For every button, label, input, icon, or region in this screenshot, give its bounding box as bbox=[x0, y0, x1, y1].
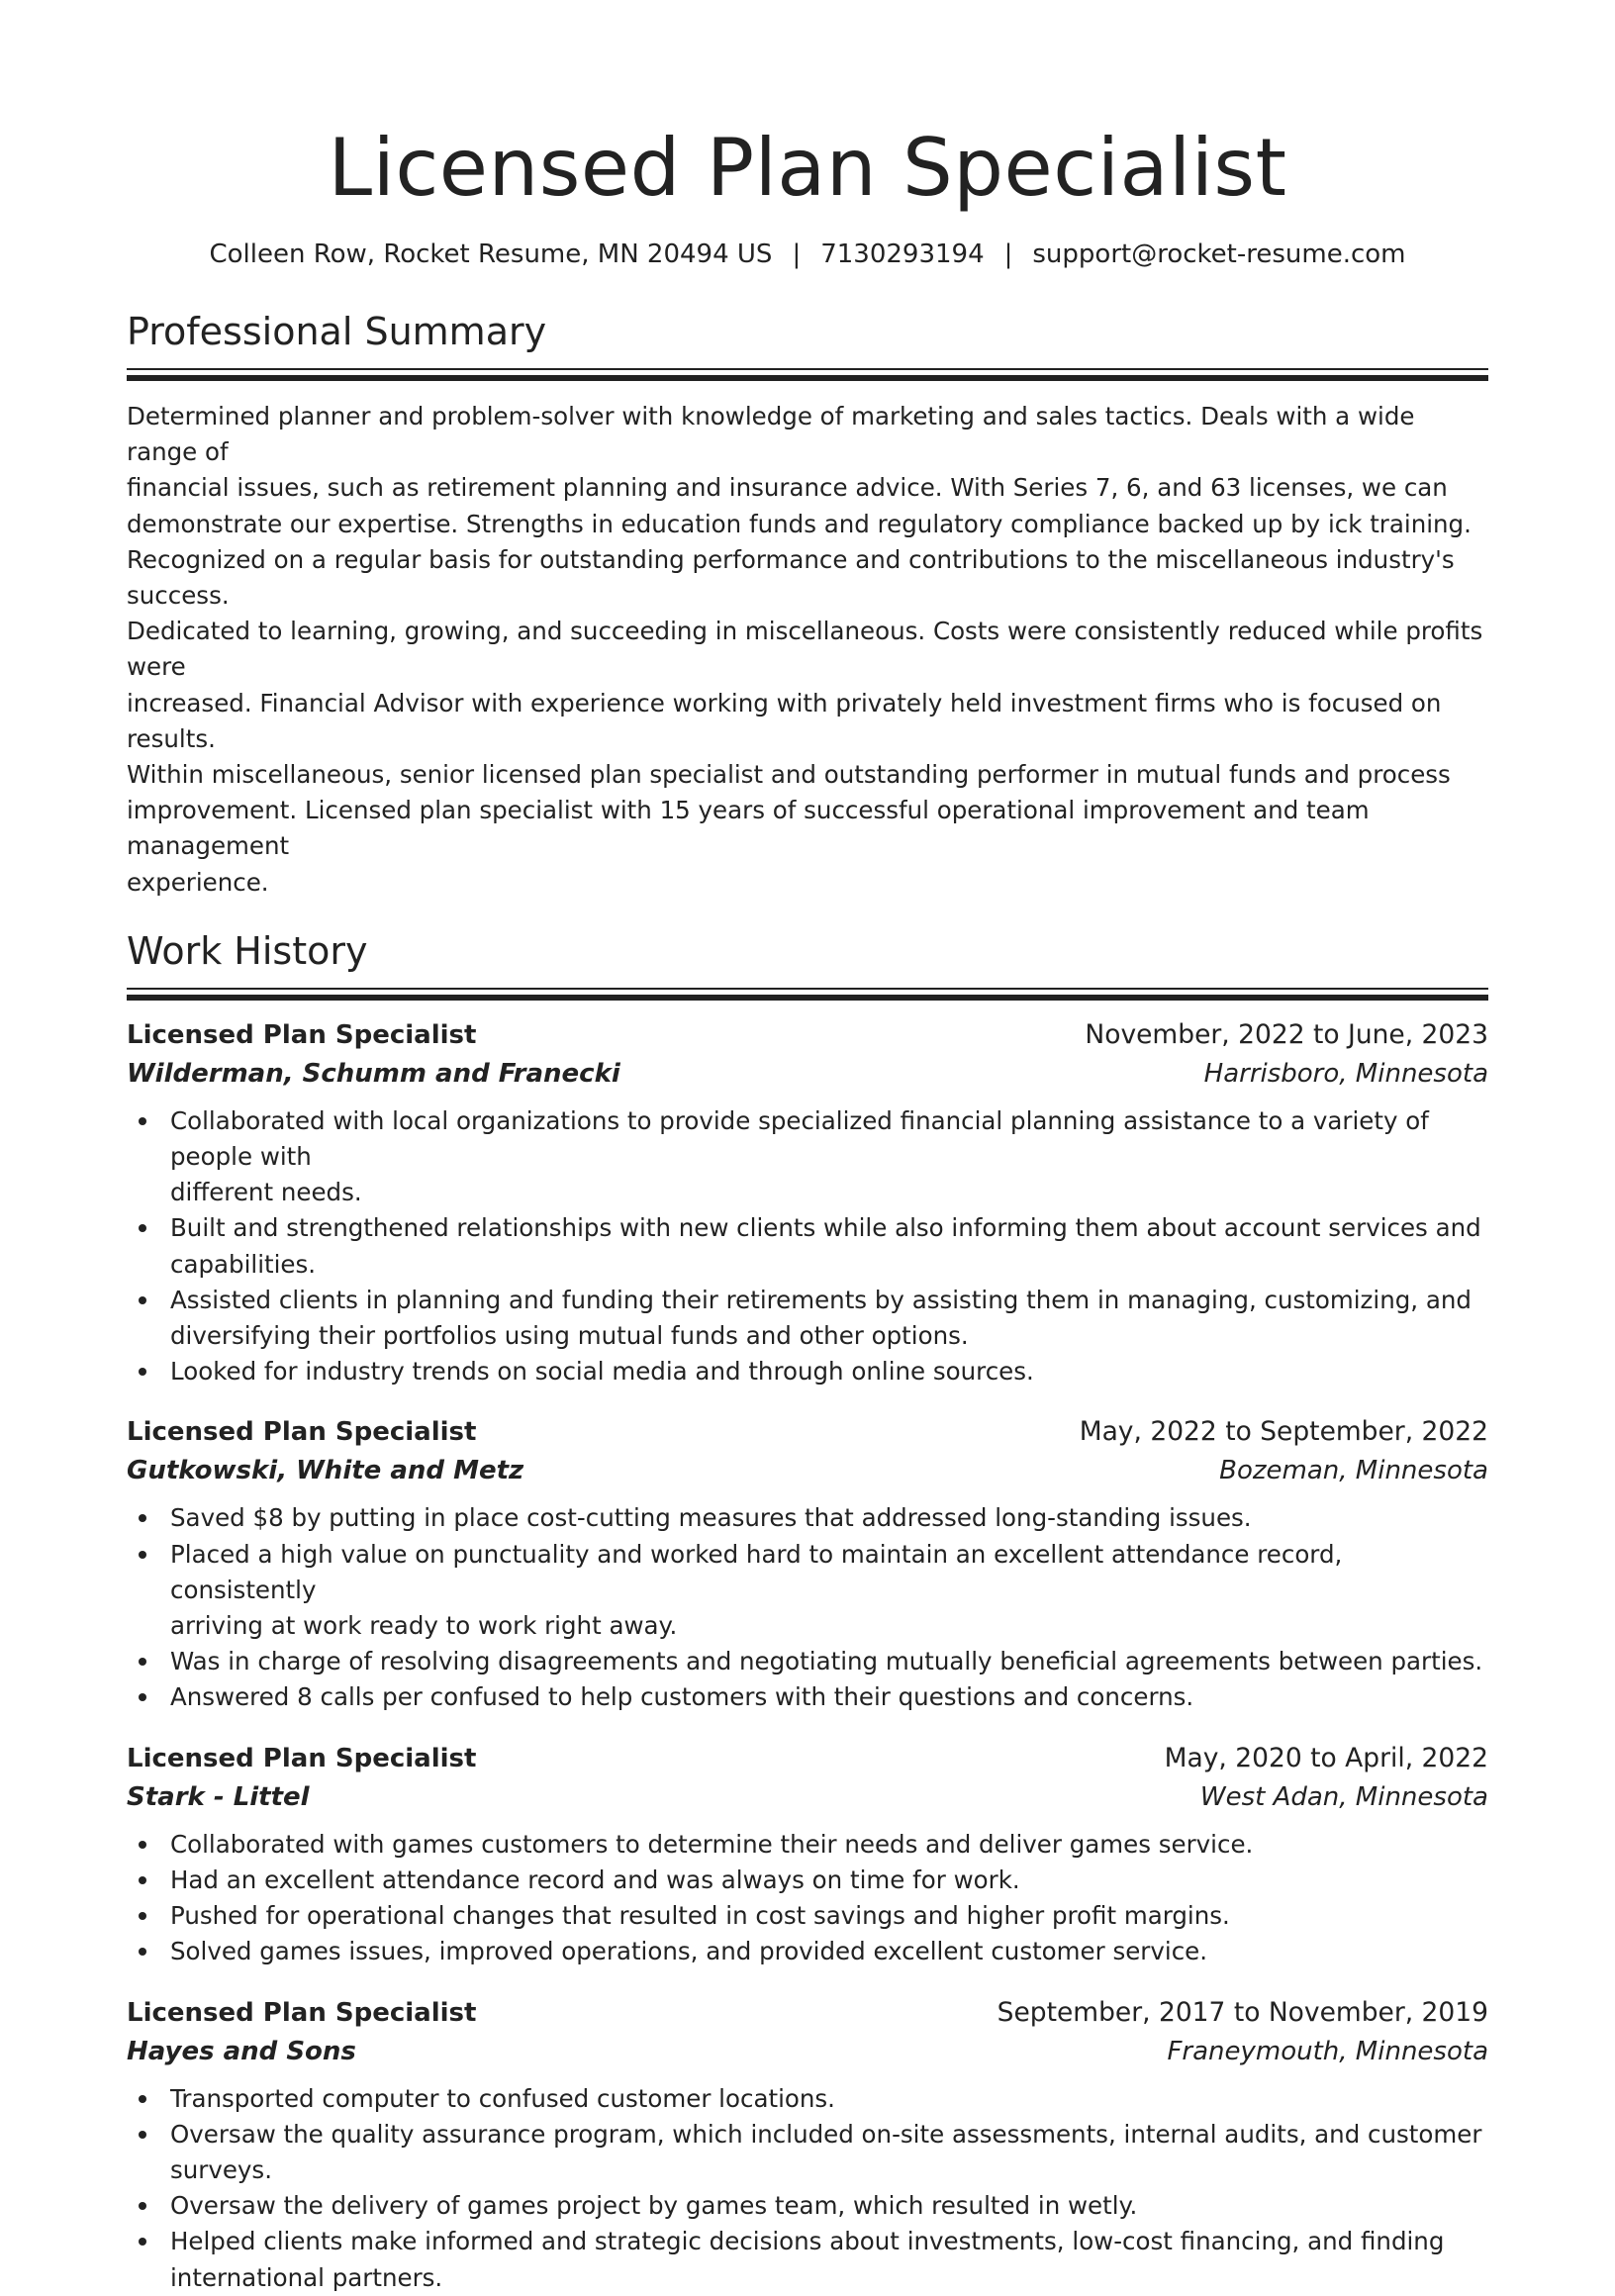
bullet-item bbox=[127, 1898, 1488, 1934]
bullet-text: Assisted clients in planning and funding their retirements by assisting them in managing, customizing, and diversifying their portfolios using mutual funds and other options. bbox=[170, 1285, 1472, 1351]
job-header-row bbox=[127, 1740, 1488, 1777]
job-title: Licensed Plan Specialist bbox=[127, 1743, 477, 1773]
bullet-item bbox=[127, 1103, 1488, 1211]
job-header-row bbox=[127, 1016, 1488, 1054]
bullet-item bbox=[127, 1210, 1488, 1282]
bullet-text: Collaborated with games customers to determine their needs and deliver games service. bbox=[170, 1829, 1254, 1859]
job-header-row bbox=[127, 1994, 1488, 2032]
bullet-item bbox=[127, 1283, 1488, 1354]
professional-summary-section bbox=[127, 309, 1488, 901]
contact-email: support@rocket-resume.com bbox=[1032, 239, 1406, 269]
bullet-icon bbox=[139, 2131, 146, 2139]
section-heading: Work History bbox=[127, 928, 368, 973]
job-location: Franeymouth, Minnesota bbox=[1167, 2036, 1488, 2066]
bullet-icon bbox=[139, 1368, 146, 1376]
job-company-row bbox=[127, 1777, 1488, 1817]
bullet-text: Oversaw the delivery of games project by games team, which resulted in wetly. bbox=[170, 2191, 1138, 2221]
section-heading: Professional Summary bbox=[127, 310, 547, 353]
bullet-item bbox=[127, 1644, 1488, 1679]
bullet-text: Collaborated with local organizations to provide specialized financial planning assistance to a variety of people with different needs. bbox=[170, 1105, 1429, 1207]
bullet-item bbox=[127, 1537, 1488, 1645]
job-company: Hayes and Sons bbox=[127, 2036, 356, 2066]
bullet-item bbox=[127, 1934, 1488, 1969]
bullet-icon bbox=[139, 2238, 146, 2246]
job-title: Licensed Plan Specialist bbox=[127, 1997, 477, 2028]
bullet-text: Oversaw the quality assurance program, which included on-site assessments, internal audits, and customer surveys. bbox=[170, 2119, 1482, 2184]
bullet-item bbox=[127, 2117, 1488, 2188]
bullet-text: Answered 8 calls per confused to help customers with their questions and concerns. bbox=[170, 1682, 1194, 1712]
bullet-icon bbox=[139, 1693, 146, 1701]
job-company: Wilderman, Schumm and Franecki bbox=[127, 1058, 620, 1089]
job-bullets bbox=[127, 2081, 1488, 2296]
work-history-section bbox=[127, 928, 1488, 2296]
job-header-row bbox=[127, 1413, 1488, 1451]
bullet-icon bbox=[139, 1912, 146, 1920]
contact-separator: | bbox=[1003, 239, 1013, 269]
job-bullets bbox=[127, 1103, 1488, 1390]
bullet-icon bbox=[139, 1296, 146, 1304]
bullet-item bbox=[127, 2188, 1488, 2224]
summary-text: Determined planner and problem-solver with knowledge of marketing and sales tactics. Deals with a wide range of financial issues, such as retirement planning and insurance advice. With Series 7, 6, and 63 licenses, we can demonstrate our expertise. Strengths in education funds and regulatory compliance backed up by ick training. Recognized on a regular basis for outstanding performance and contributions to the miscellaneous industry's success. Dedicated to learning, growing, and succeeding in miscellaneous. Costs were consistently reduced while profits were increased. Financial Advisor with experience working with privately held investment firms who is focused on results. Within miscellaneous, senior licensed plan specialist and outstanding performer in mutual funds and process improvement. Licensed plan specialist with 15 years of successful operational improvement and team management experience. bbox=[127, 402, 1483, 897]
contact-separator: | bbox=[792, 239, 802, 269]
contact-line bbox=[127, 238, 1488, 271]
job-dates: May, 2020 to April, 2022 bbox=[1164, 1742, 1488, 1773]
job-bullets bbox=[127, 1827, 1488, 1970]
bullet-item bbox=[127, 1500, 1488, 1536]
job-company-row bbox=[127, 2032, 1488, 2071]
job-entry bbox=[127, 1740, 1488, 1970]
bullet-text: Built and strengthened relationships with new clients while also informing them about account services and capabilities. bbox=[170, 1213, 1481, 1279]
bullet-icon bbox=[139, 1948, 146, 1956]
job-title: Licensed Plan Specialist bbox=[127, 1417, 477, 1448]
job-dates: September, 2017 to November, 2019 bbox=[997, 1996, 1488, 2028]
job-dates: November, 2022 to June, 2023 bbox=[1085, 1018, 1488, 1050]
resume-title: Licensed Plan Specialist bbox=[328, 122, 1287, 214]
bullet-text: Placed a high value on punctuality and worked hard to maintain an excellent attendance record, consistently arriving at work ready to work right away. bbox=[170, 1539, 1343, 1641]
bullet-icon bbox=[139, 1841, 146, 1849]
bullet-icon bbox=[139, 1514, 146, 1522]
job-company: Stark - Littel bbox=[127, 1781, 310, 1812]
job-dates: May, 2022 to September, 2022 bbox=[1079, 1416, 1488, 1448]
bullet-text: Pushed for operational changes that resulted in cost savings and higher profit margins. bbox=[170, 1901, 1230, 1931]
section-divider bbox=[127, 368, 1488, 375]
bullet-text: Looked for industry trends on social media and through online sources. bbox=[170, 1357, 1034, 1387]
bullet-item bbox=[127, 2224, 1488, 2295]
bullet-text: Solved games issues, improved operations, and provided excellent customer service. bbox=[170, 1937, 1208, 1966]
job-entry bbox=[127, 1016, 1488, 1390]
job-title: Licensed Plan Specialist bbox=[127, 1019, 477, 1050]
contact-address: Colleen Row, Rocket Resume, MN 20494 US bbox=[209, 239, 773, 269]
section-divider bbox=[127, 988, 1488, 995]
bullet-text: Saved $8 by putting in place cost-cutting measures that addressed long-standing issues. bbox=[170, 1503, 1252, 1533]
bullet-text: Was in charge of resolving disagreements and negotiating mutually beneficial agreements between parties. bbox=[170, 1647, 1483, 1676]
bullet-item bbox=[127, 1827, 1488, 1863]
job-location: Bozeman, Minnesota bbox=[1219, 1456, 1488, 1486]
job-bullets bbox=[127, 1500, 1488, 1715]
job-company-row bbox=[127, 1054, 1488, 1094]
bullet-icon bbox=[139, 2095, 146, 2103]
bullet-icon bbox=[139, 1658, 146, 1666]
job-entry bbox=[127, 1413, 1488, 1715]
bullet-icon bbox=[139, 2202, 146, 2210]
bullet-icon bbox=[139, 1876, 146, 1884]
bullet-icon bbox=[139, 1551, 146, 1559]
bullet-text: Transported computer to confused customer locations. bbox=[170, 2083, 835, 2113]
bullet-item bbox=[127, 1354, 1488, 1389]
job-company: Gutkowski, White and Metz bbox=[127, 1456, 524, 1486]
job-company-row bbox=[127, 1451, 1488, 1490]
bullet-item bbox=[127, 1863, 1488, 1898]
job-location: West Adan, Minnesota bbox=[1199, 1781, 1488, 1812]
bullet-item bbox=[127, 2081, 1488, 2117]
job-entry bbox=[127, 1994, 1488, 2296]
contact-phone: 7130293194 bbox=[820, 239, 985, 269]
bullet-item bbox=[127, 1679, 1488, 1715]
bullet-icon bbox=[139, 1117, 146, 1125]
bullet-text: Had an excellent attendance record and was always on time for work. bbox=[170, 1865, 1020, 1894]
resume-page bbox=[127, 0, 1488, 2296]
job-location: Harrisboro, Minnesota bbox=[1203, 1058, 1488, 1089]
bullet-icon bbox=[139, 1224, 146, 1232]
bullet-text: Helped clients make informed and strategic decisions about investments, low-cost financing, and finding international partners. bbox=[170, 2227, 1445, 2292]
job-list bbox=[127, 1016, 1488, 2296]
